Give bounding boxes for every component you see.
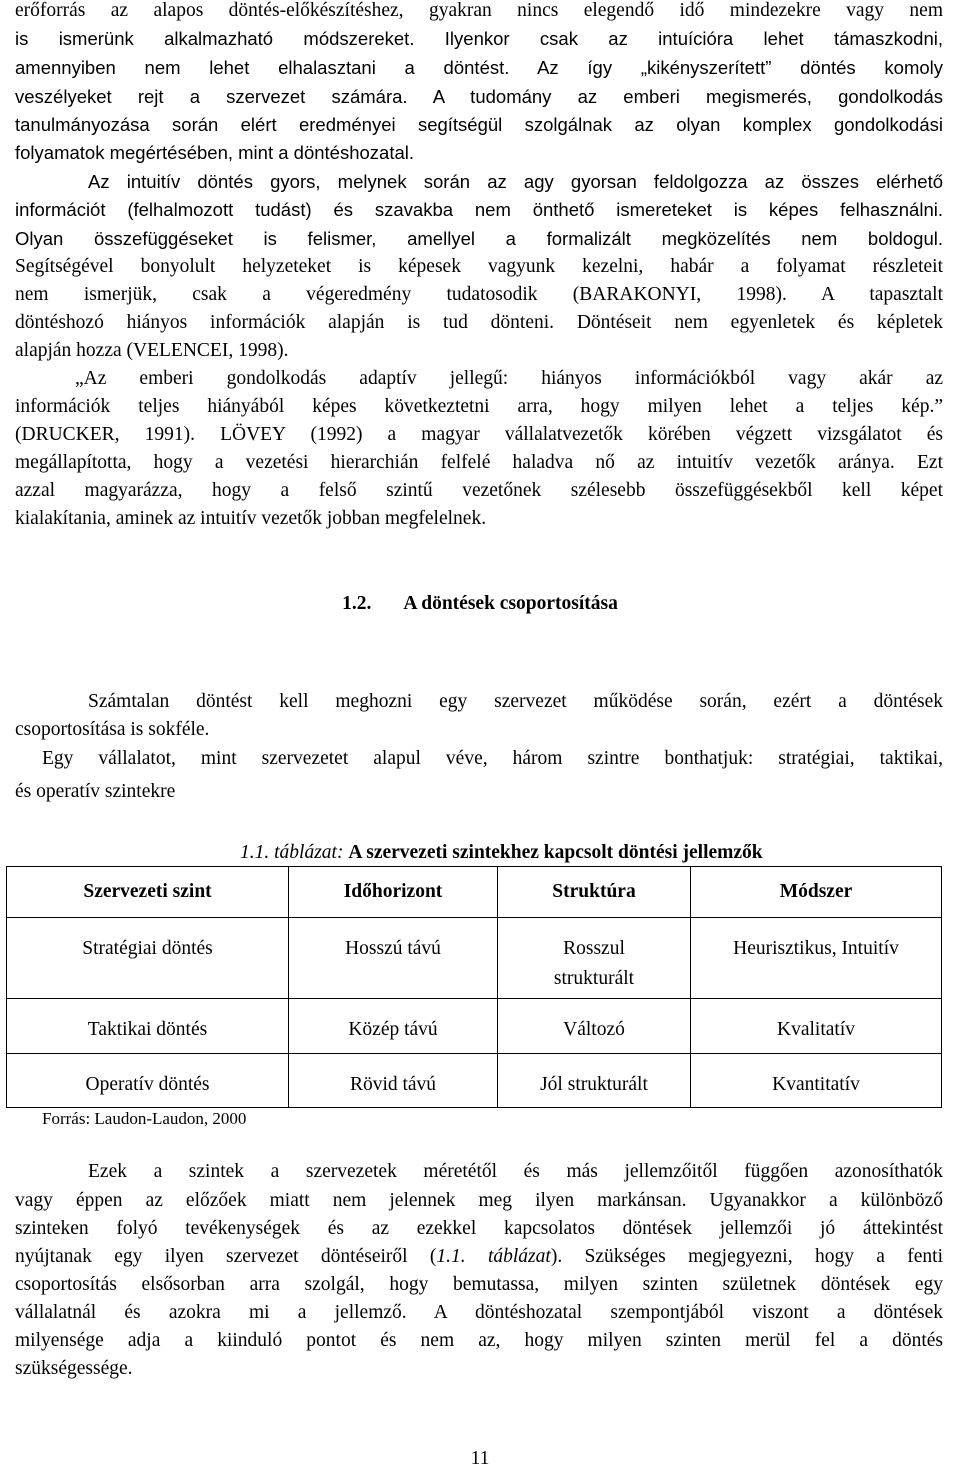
table-cell: Kvalitatív bbox=[691, 999, 942, 1054]
ref-before: nyújtanak egy ilyen szervezet döntéseiről ( bbox=[15, 1246, 437, 1267]
table-cell: Rövid távú bbox=[289, 1054, 498, 1108]
table-cell: Stratégiai döntés bbox=[7, 918, 289, 999]
page-number: 11 bbox=[470, 1448, 490, 1469]
section-title: A döntések csoportosítása bbox=[403, 593, 618, 614]
table-header-cell: Szervezeti szint bbox=[7, 867, 289, 918]
table-cell: Közép távú bbox=[289, 999, 498, 1054]
table-caption-title: A szervezeti szintekhez kapcsolt döntési jellemzők bbox=[348, 842, 763, 863]
text-line: is ismerünk alkalmazható módszereket. Ilyenkor csak az intuícióra lehet támaszkodni, bbox=[15, 28, 943, 49]
table-source: Forrás: Laudon-Laudon, 2000 bbox=[42, 1109, 247, 1128]
text-line: Segítségével bonyolult helyzeteket is képesek vagyunk kezelni, habár a folyamat részleteit bbox=[15, 256, 943, 277]
text-line: Számtalan döntést kell meghozni egy szervezet működése során, ezért a döntések bbox=[88, 691, 943, 712]
text-line: csoportosítás elsősorban arra szolgál, hogy bemutassa, milyen szinten születnek döntések egy bbox=[15, 1274, 943, 1295]
text-line-with-reference bbox=[15, 1244, 943, 1270]
text-line: „Az emberi gondolkodás adaptív jellegű: hiányos információkból vagy akár az bbox=[75, 368, 943, 389]
section-number: 1.2. bbox=[342, 593, 372, 614]
table-row bbox=[7, 918, 942, 999]
table-reference: 1.1. táblázat bbox=[436, 1246, 551, 1267]
table-cell: Rosszul strukturált bbox=[498, 918, 691, 999]
table-cell: Kvantitatív bbox=[691, 1054, 942, 1108]
table-row bbox=[7, 999, 942, 1054]
text-line: vagy éppen az előzőek miatt nem jelennek meg ilyen markánsan. Ugyanakkor a különböző bbox=[15, 1190, 943, 1211]
section-heading bbox=[0, 590, 960, 618]
table-caption bbox=[240, 840, 940, 866]
text-line: Egy vállalatot, mint szervezetet alapul véve, három szintre bonthatjuk: stratégiai, taktikai, bbox=[42, 748, 943, 769]
text-line: folyamatok megértésében, mint a döntéshozatal. bbox=[15, 142, 415, 163]
ref-after: ). Szükséges megjegyezni, hogy a fenti bbox=[550, 1246, 943, 1267]
text-line: Olyan összefüggéseket is felismer, amellyel a formalizált megközelítés nem boldogul. bbox=[15, 228, 943, 249]
text-line: szükségessége. bbox=[15, 1358, 133, 1379]
text-line: Ezek a szintek a szervezetek méretétől és más jellemzőitől függően azonosíthatók bbox=[88, 1161, 943, 1182]
text-line: Az intuitív döntés gyors, melynek során az agy gyorsan feldolgozza az összes elérhető bbox=[88, 171, 943, 192]
table-cell: Változó bbox=[498, 999, 691, 1054]
text-line: szinteken folyó tevékenységek és az ezekkel kapcsolatos döntések jellemzői jó áttekintést bbox=[15, 1218, 943, 1239]
text-line: (DRUCKER, 1991). LÖVEY (1992) a magyar vállalatvezetők körében végzett vizsgálatot és bbox=[15, 424, 943, 445]
table-header-row bbox=[7, 867, 942, 918]
text-line: megállapította, hogy a vezetési hierarchián felfelé haladva nő az intuitív vezetők aránya. Ezt bbox=[15, 452, 943, 473]
text-line: alapján hozza (VELENCEI, 1998). bbox=[15, 340, 289, 361]
text-line: és operatív szintekre bbox=[15, 781, 176, 802]
text-line: csoportosítása is sokféle. bbox=[15, 719, 210, 740]
text-line: azzal magyarázza, hogy a felső szintű vezetőnek szélesebb összefüggésekből kell képet bbox=[15, 480, 943, 501]
decision-levels-table bbox=[6, 866, 942, 1108]
text-line: tanulmányozása során elért eredményei segítségül szolgálnak az olyan komplex gondolkodási bbox=[15, 114, 943, 135]
table-header-cell: Struktúra bbox=[498, 867, 691, 918]
text-line: információk teljes hiányából képes következtetni arra, hogy milyen lehet a teljes kép.” bbox=[15, 396, 943, 417]
table-cell: Heurisztikus, Intuitív bbox=[691, 918, 942, 999]
text-line: amennyiben nem lehet elhalasztani a döntést. Az így „kikényszerített” döntés komoly bbox=[15, 57, 943, 78]
table-cell: Jól strukturált bbox=[498, 1054, 691, 1108]
table-cell: Hosszú távú bbox=[289, 918, 498, 999]
text-line: nem ismerjük, csak a végeredmény tudatosodik (BARAKONYI, 1998). A tapasztalt bbox=[15, 284, 943, 305]
text-line: erőforrás az alapos döntés-előkészítéshez, gyakran nincs elegendő idő mindezekre vagy nem bbox=[15, 0, 943, 21]
table-caption-number: 1.1. táblázat: bbox=[240, 842, 344, 863]
table-cell: Operatív döntés bbox=[7, 1054, 289, 1108]
table-row bbox=[7, 1054, 942, 1108]
text-line: veszélyeket rejt a szervezet számára. A tudomány az emberi megismerés, gondolkodás bbox=[15, 86, 943, 107]
text-line: információt (felhalmozott tudást) és szavakba nem önthető ismereteket is képes felhasználni. bbox=[15, 199, 943, 220]
table-header-cell: Módszer bbox=[691, 867, 942, 918]
text-line: milyensége adja a kiinduló pontot és nem az, hogy milyen szinten merül fel a döntés bbox=[15, 1330, 943, 1351]
table-header-cell: Időhorizont bbox=[289, 867, 498, 918]
text-line: kialakítania, aminek az intuitív vezetők jobban megfelelnek. bbox=[15, 508, 487, 529]
text-line: vállalatnál és azokra mi a jellemző. A döntéshozatal szempontjából viszont a döntések bbox=[15, 1302, 943, 1323]
table-cell: Taktikai döntés bbox=[7, 999, 289, 1054]
text-line: döntéshozó hiányos információk alapján is tud dönteni. Döntéseit nem egyenletek és képletek bbox=[15, 312, 943, 333]
